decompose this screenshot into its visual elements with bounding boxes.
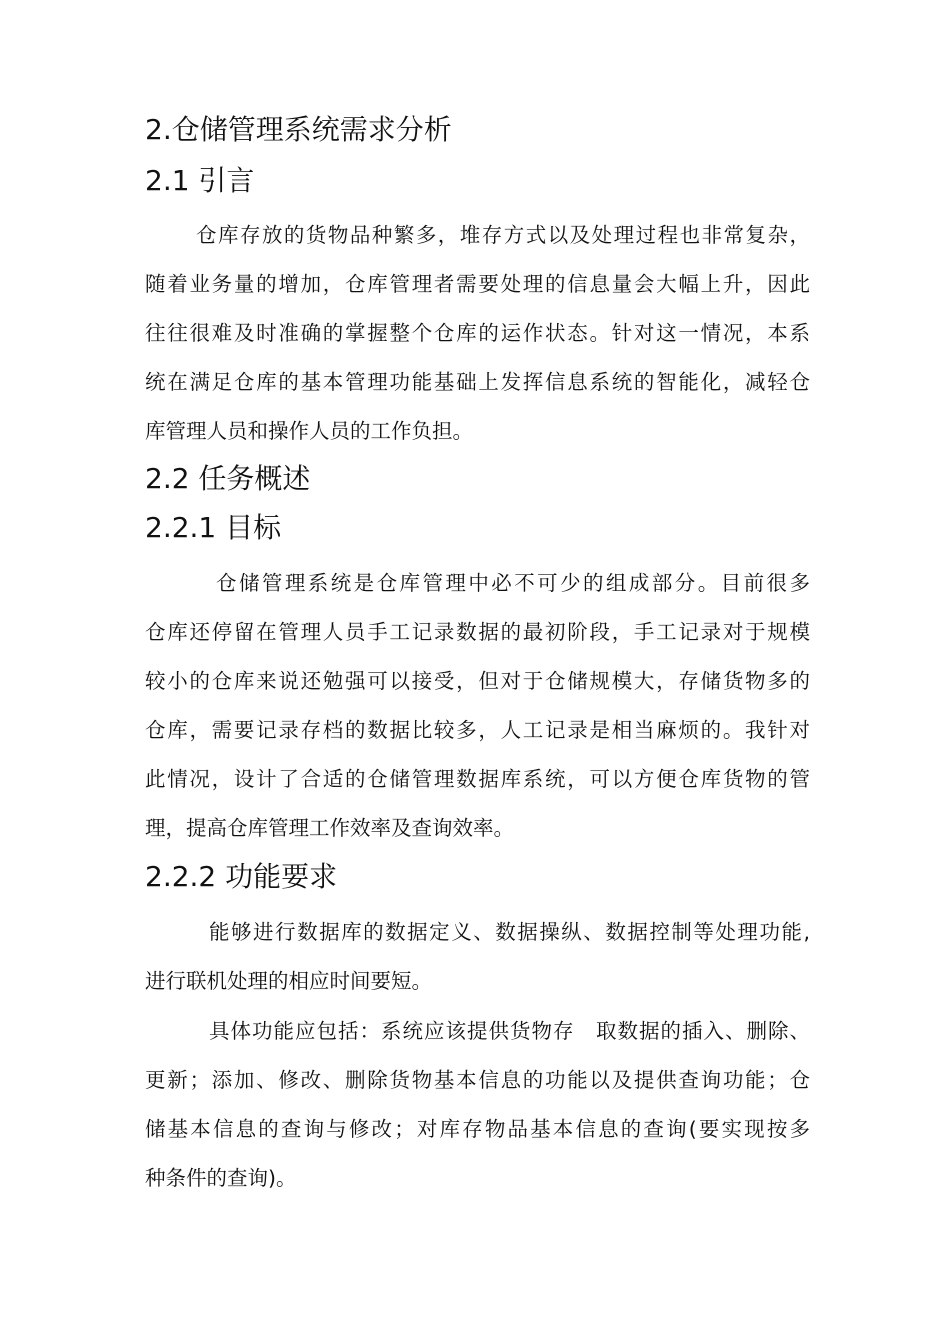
paragraph-line: 能够进行数据库的数据定义、数据操纵、数据控制等处理功能,: [209, 920, 810, 944]
paragraph-line: 种条件的查询)。: [145, 1166, 297, 1190]
paragraph-line: 仓储管理系统是仓库管理中必不可少的组成部分。目前很多: [216, 571, 810, 595]
paragraph-line: 仓库，需要记录存档的数据比较多，人工记录是相当麻烦的。我针对: [145, 718, 810, 742]
paragraph-line: 统在满足仓库的基本管理功能基础上发挥信息系统的智能化，减轻仓: [145, 370, 810, 394]
paragraph-line: 具体功能应包括：系统应该提供货物存 取数据的插入、删除、: [209, 1019, 810, 1043]
function-paragraph-1: [145, 908, 810, 1006]
goal-paragraph: [145, 559, 810, 853]
paragraph-line: 更新；添加、修改、删除货物基本信息的功能以及提供查询功能；仓: [145, 1068, 810, 1092]
function-paragraph-2: [145, 1007, 810, 1203]
section-2-heading: 2.仓储管理系统需求分析: [145, 113, 452, 146]
paragraph-line: 较小的仓库来说还勉强可以接受，但对于仓储规模大，存储货物多的: [145, 669, 810, 693]
paragraph-line: 仓库还停留在管理人员手工记录数据的最初阶段，手工记录对于规模: [145, 620, 810, 644]
section-2-2-heading: 2.2 任务概述: [145, 462, 311, 495]
paragraph-line: 储基本信息的查询与修改；对库存物品基本信息的查询(要实现按多: [145, 1117, 810, 1141]
paragraph-line: 进行联机处理的相应时间要短。: [145, 969, 432, 993]
section-2-2-2-heading: 2.2.2 功能要求: [145, 860, 338, 893]
paragraph-line: 库管理人员和操作人员的工作负担。: [145, 419, 473, 443]
intro-paragraph: [145, 211, 810, 456]
section-2-2-1-heading: 2.2.1 目标: [145, 511, 282, 544]
paragraph-line: 此情况，设计了合适的仓储管理数据库系统，可以方便仓库货物的管: [145, 767, 810, 791]
paragraph-line: 随着业务量的增加，仓库管理者需要处理的信息量会大幅上升，因此: [145, 272, 810, 296]
section-2-1-heading: 2.1 引言: [145, 164, 255, 197]
paragraph-line: 理，提高仓库管理工作效率及查询效率。: [145, 816, 514, 840]
paragraph-line: 仓库存放的货物品种繁多，堆存方式以及处理过程也非常复杂，: [196, 223, 810, 247]
paragraph-line: 往往很难及时准确的掌握整个仓库的运作状态。针对这一情况，本系: [145, 321, 810, 345]
